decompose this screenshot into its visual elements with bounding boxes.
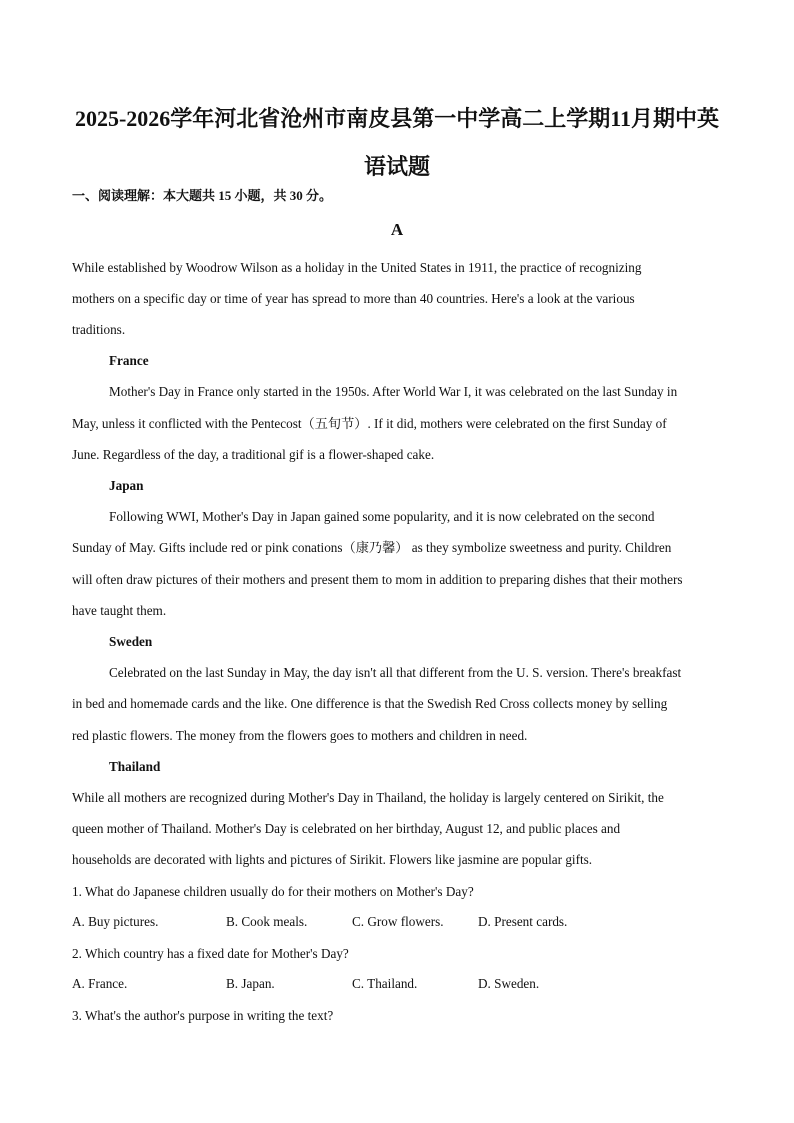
paragraph-line: households are decorated with lights and pictures of Sirikit. Flowers like jasmine are popular gifts. (72, 852, 593, 867)
question-stem: 3. What's the author's purpose in writing the text? (72, 1008, 334, 1023)
option-b[interactable]: B. Cook meals. (226, 914, 308, 929)
intro-line: mothers on a specific day or time of year has spread to more than 40 countries. Here's a look at the various (72, 291, 635, 306)
question-stem: 1. What do Japanese children usually do for their mothers on Mother's Day? (72, 884, 474, 899)
document-title (50, 95, 744, 191)
paragraph-line: While all mothers are recognized during Mother's Day in Thailand, the holiday is largely centered on Sirikit, the (72, 790, 664, 805)
paragraph-line: queen mother of Thailand. Mother's Day is celebrated on her birthday, August 12, and public places and (72, 821, 621, 836)
option-d[interactable]: D. Present cards. (478, 914, 568, 929)
option-c[interactable]: C. Grow flowers. (352, 914, 444, 929)
section-heading-japan: Japan (109, 478, 144, 493)
intro-line: While established by Woodrow Wilson as a holiday in the United States in 1911, the practice of recognizing (72, 260, 642, 275)
section-header: 一、阅读理解：本大题共 15 小题，共 30 分。 (72, 188, 333, 203)
option-a[interactable]: A. Buy pictures. (72, 914, 159, 929)
paragraph-line: will often draw pictures of their mothers and present them to mom in addition to preparing dishes that their mothers (72, 572, 683, 587)
paragraph-line: Following WWI, Mother's Day in Japan gained some popularity, and it is now celebrated on the second (109, 509, 655, 524)
section-heading-france: France (109, 353, 149, 368)
paragraph-line: Celebrated on the last Sunday in May, the day isn't all that different from the U. S. version. There's breakfast (109, 665, 682, 680)
section-heading-thailand: Thailand (109, 759, 161, 774)
paragraph-line: Mother's Day in France only started in the 1950s. After World War I, it was celebrated on the last Sunday in (109, 384, 678, 399)
option-d[interactable]: D. Sweden. (478, 976, 540, 991)
paragraph-line: have taught them. (72, 603, 167, 618)
title-line-2: 语试题 (363, 154, 430, 179)
option-c[interactable]: C. Thailand. (352, 976, 418, 991)
question-stem: 2. Which country has a fixed date for Mother's Day? (72, 946, 349, 961)
passage-label: A (390, 220, 404, 239)
option-a[interactable]: A. France. (72, 976, 128, 991)
option-b[interactable]: B. Japan. (226, 976, 275, 991)
paragraph-line: Sunday of May. Gifts include red or pink conations（康乃馨） as they symbolize sweetness and purity. Children (72, 540, 672, 555)
paragraph-line: May, unless it conflicted with the Pentecost（五旬节）. If it did, mothers were celebrated on the first Sunday of (72, 416, 667, 431)
section-heading-sweden: Sweden (109, 634, 153, 649)
title-line-1: 2025-2026学年河北省沧州市南皮县第一中学高二上学期11月期中英 (74, 106, 720, 131)
paragraph-line: June. Regardless of the day, a traditional gif is a flower-shaped cake. (72, 447, 435, 462)
paragraph-line: in bed and homemade cards and the like. One difference is that the Swedish Red Cross collects money by selling (72, 696, 668, 711)
intro-line: traditions. (72, 322, 126, 337)
paragraph-line: red plastic flowers. The money from the flowers goes to mothers and children in need. (72, 728, 528, 743)
